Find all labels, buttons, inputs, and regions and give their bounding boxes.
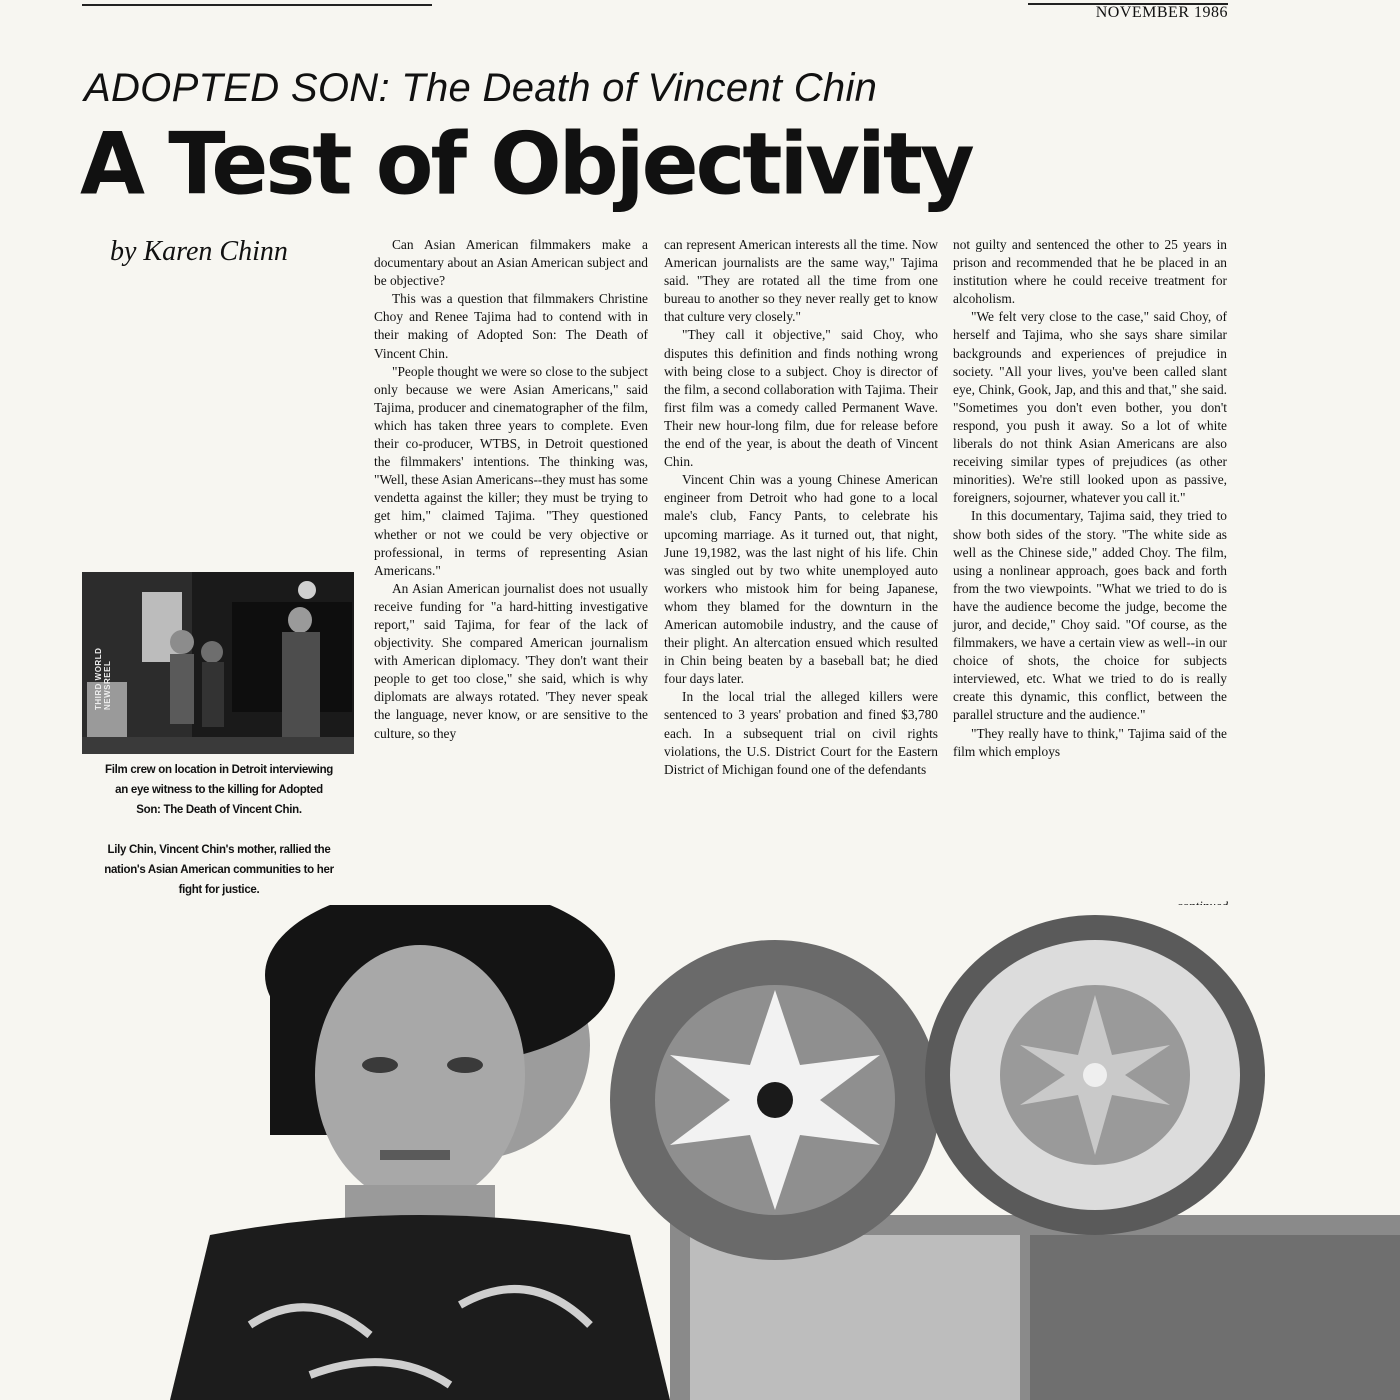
article-paragraph: This was a question that filmmakers Christine Choy and Renee Tajima had to contend with in their making of Adopted Son: The Death of Vincent Chin. — [374, 291, 648, 361]
photo-credit: THIRD WORLD NEWSREEL — [94, 647, 112, 710]
article-paragraph: not guilty and sentenced the other to 25 years in prison and recommended that he be placed in an institution where he could receive treatment for alcoholism. — [953, 237, 1227, 307]
lily-chin-photo — [130, 905, 1400, 1400]
caption-line: Son: The Death of Vincent Chin. — [136, 804, 302, 816]
caption-line: Lily Chin, Vincent Chin's mother, rallied the — [107, 844, 331, 856]
article-paragraph: Vincent Chin was a young Chinese American engineer from Detroit who had gone to a local male's club, Fancy Pants, to celebrate his upcoming marriage. As it turned out, that night, June 19,1982, was the last night of his life. Chin was singled out by two white unemployed auto workers who mistook him for being Japanese, whom they blamed for the downturn in the American automobile industry, and the cause of their plight. An altercation ensued which resulted in Chin being beaten by a baseball bat; he died four days later. — [664, 472, 938, 687]
caption-line: fight for justice. — [178, 884, 260, 896]
article-paragraph: "They really have to think," Tajima said of the film which employs — [953, 725, 1227, 759]
article-byline: by Karen Chinn — [110, 236, 288, 267]
lily-chin-photo-image — [130, 905, 1400, 1400]
film-crew-photo-image — [82, 572, 354, 754]
article-paragraph: "We felt very close to the case," said Choy, of herself and Tajima, who she says share similar backgrounds and experiences of prejudice in society. "All your lives, you've been called slant eye, Chink, Gook, Jap, and this and that," she said. "Sometimes you don't even bother, you don't respond, you push it away. So a lot of white liberals do not think Asian Americans are also receiving similar types of prejudices (as other minorities). We're still looked upon as passive, foreigners, sojourner, whatever you call it." — [953, 309, 1227, 506]
article-column-2 — [664, 236, 938, 779]
article-headline: A Test of Objectivity — [80, 114, 972, 214]
film-crew-photo — [82, 572, 354, 754]
film-crew-caption — [74, 760, 364, 820]
caption-line: an eye witness to the killing for Adopted — [115, 784, 323, 796]
article-paragraph: can represent American interests all the time. Now American journalists are the same way," Tajima said. "They are rotated all the time from one bureau to another so they never really get to know that culture very closely." — [664, 237, 938, 325]
article-paragraph: An Asian American journalist does not usually receive funding for "a hard-hitting investigative report," said Tajima, for fear of the lack of objectivity. She compared American journalism with American diplomacy. 'They don't want their people to get too close," she said, which is why diplomats are always rotated. 'They never speak the language, never know, or are sensitive to the culture, so they — [374, 580, 648, 741]
lily-chin-caption — [74, 840, 364, 900]
article-paragraph: In this documentary, Tajima said, they tried to show both sides of the story. "The white side as well as the Chinese side," added Choy. The film, using a nonlinear approach, goes back and forth from the two viewpoints. "What we tried to do is have the audience become the judge, become the juror, and decide," Choy said. "Of course, as the filmmakers, we have a certain view as well--in our choice of shots, the choice for subjects interviewed, etc. What we tried to do is really create this dynamic, this conflict, between the parallel structure and the audience." — [953, 508, 1227, 723]
caption-line: nation's Asian American communities to her — [104, 864, 334, 876]
article-column-3 — [953, 236, 1227, 761]
article-paragraph: "People thought we were so close to the subject only because we were Asian Americans," said Tajima, producer and cinematographer of the film, which has taken three years to complete. Even their co-producer, WTBS, in Detroit questioned the filmmakers' intentions. The thinking was, "Well, these Asian Americans--they must has some vendetta against the killer; they must be trying to get him," claimed Tajima. "They questioned whether or not we could be very objective or professional, in terms of representing Asian Americans." — [374, 363, 648, 578]
article-kicker: ADOPTED SON: The Death of Vincent Chin — [84, 66, 878, 110]
article-paragraph: "They call it objective," said Choy, who disputes this definition and finds nothing wrong with being close to a subject. Choy is director of the film, a second collaboration with Tajima. Their first film was a comedy called Permanent Wave. Their new hour-long film, due for release before the end of the year, is about the death of Vincent Chin. — [664, 327, 938, 470]
article-paragraph: In the local trial the alleged killers were sentenced to 3 years' probation and fined $3,780 each. In a subsequent trial on civil rights violations, the U.S. District Court for the Eastern District of Michigan found one of the defendants — [664, 689, 938, 777]
top-rule-left — [82, 0, 432, 6]
article-paragraph: Can Asian American filmmakers make a documentary about an Asian American subject and be objective? — [374, 237, 648, 289]
issue-date: NOVEMBER 1986 — [1095, 4, 1228, 21]
article-column-1 — [374, 236, 648, 743]
caption-line: Film crew on location in Detroit interviewing — [104, 764, 334, 776]
